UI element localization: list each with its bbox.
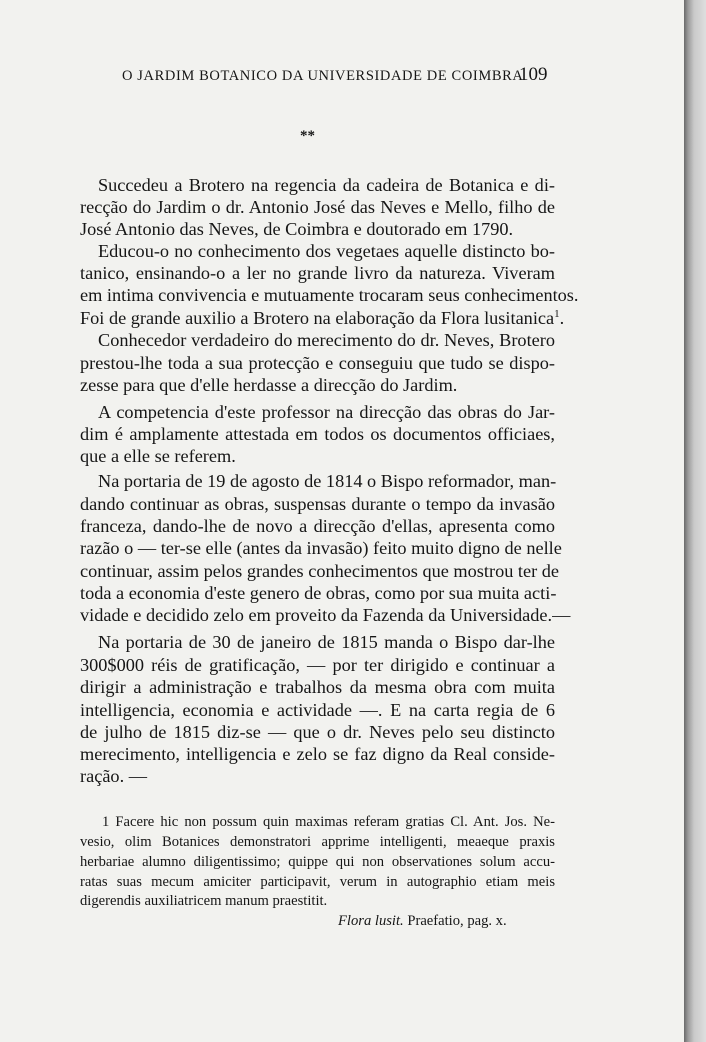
body-line: 300$000 réis de gratificação, — por ter dirigido e continuar a: [80, 655, 555, 675]
body-line: ração. —: [80, 766, 147, 786]
body-line: tanico, ensinando-o a ler no grande livro da natureza. Viveram: [80, 263, 555, 283]
footnote-line: vesio, olim Botanices demonstratori apprime intelligenti, meaeque praxis: [80, 834, 555, 850]
footnote-line: ratas suas mecum amiciter participavit, verum in autographio etiam meis: [80, 874, 555, 890]
body-line: A competencia d'este professor na direcção das obras do Jar-: [98, 402, 555, 422]
body-line: dirigir a administração e trabalhos da mesma obra com muita: [80, 677, 555, 697]
body-line: merecimento, intelligencia e zelo se faz digno da Real conside-: [80, 744, 555, 764]
section-mark: **: [300, 128, 315, 144]
body-line: vidade e decidido zelo em proveito da Fazenda da Universidade.—: [80, 605, 571, 625]
body-line: franceza, dando-lhe de novo a direcção d'ellas, apresenta como: [80, 516, 555, 536]
body-line: toda a economia d'este genero de obras, como por sua muita acti-: [80, 583, 557, 603]
body-line: Conhecedor verdadeiro do merecimento do dr. Neves, Brotero: [98, 330, 555, 350]
body-line: de julho de 1815 diz-se — que o dr. Neves pelo seu distincto: [80, 722, 555, 742]
footnote-source-location: Praefatio, pag. x.: [407, 913, 507, 929]
body-line: continuar, assim pelos grandes conhecimentos que mostrou ter de: [80, 561, 560, 581]
body-line: Na portaria de 30 de janeiro de 1815 manda o Bispo dar-lhe: [98, 632, 555, 652]
body-line: Succedeu a Brotero na regencia da cadeira de Botanica e di-: [98, 175, 555, 195]
running-head-title: O JARDIM BOTANICO DA UNIVERSIDADE DE COIMBRA: [122, 68, 524, 84]
page-number: 109: [519, 64, 548, 85]
body-line-text: Foi de grande auxilio a Brotero na elaboração da Flora lusitanica: [80, 308, 555, 328]
body-line-with-note: Foi de grande auxilio a Brotero na elaboração da Flora lusitanica$^1$.: [80, 307, 565, 328]
body-line: dando continuar as obras, suspensas durante o tempo da invasão: [80, 494, 555, 514]
body-line: recção do Jardim o dr. Antonio José das Neves e Mello, filho de: [80, 197, 555, 217]
book-gutter-shadow: [684, 0, 706, 1042]
footnote-line: digerendis auxiliatricem manum praestitit.: [80, 893, 328, 909]
body-line: prestou-lhe toda a sua protecção e conseguiu que tudo se dispo-: [80, 353, 555, 373]
body-line: José Antonio das Neves, de Coimbra e doutorado em 1790.: [80, 219, 514, 239]
footnote-line: 1 Facere hic non possum quin maximas referam gratias Cl. Ant. Jos. Ne-: [102, 814, 555, 830]
body-line: dim é amplamente attestada em todos os documentos officiaes,: [80, 424, 555, 444]
footnote-source: [338, 911, 507, 931]
body-line: Na portaria de 19 de agosto de 1814 o Bispo reformador, man-: [98, 471, 557, 491]
body-line: que a elle se referem.: [80, 446, 236, 466]
body-line: em intima convivencia e mutuamente trocaram seus conhecimentos.: [80, 285, 579, 305]
body-line: razão o — ter-se elle (antes da invasão) feito muito digno de nelle: [80, 538, 562, 558]
footnote-source-work: Flora lusit.: [338, 913, 404, 929]
footnote-line: herbariae alumno diligentissimo; quippe qui non observationes solum accu-: [80, 854, 555, 870]
body-line: zesse para que d'elle herdasse a direcção do Jardim.: [80, 375, 458, 395]
body-line: intelligencia, economia e actividade —. E na carta regia de 6: [80, 700, 555, 720]
footnote-reference: 1: [554, 307, 560, 320]
body-line: Educou-o no conhecimento dos vegetaes aquelle distincto bo-: [98, 241, 555, 261]
